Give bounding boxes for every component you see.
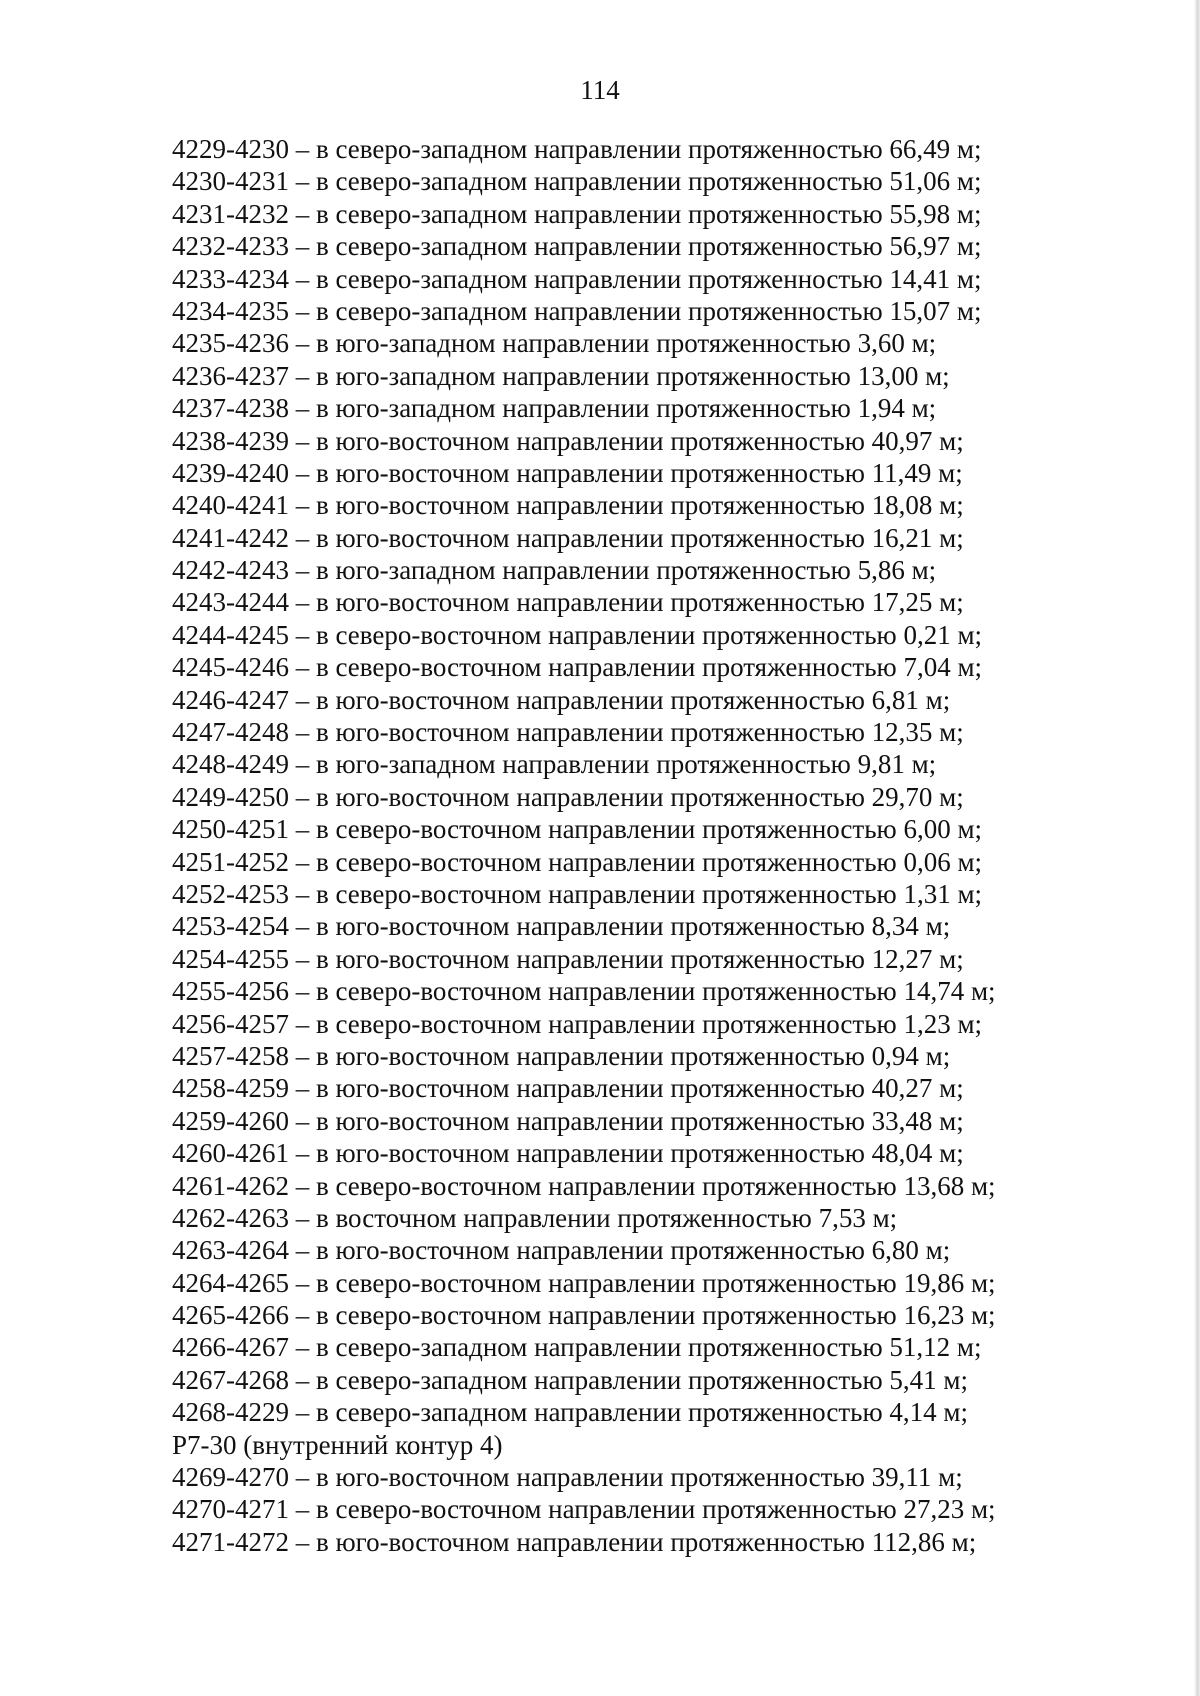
list-item: 4261-4262 – в северо-восточном направлении протяженностью 13,68 м; — [172, 1170, 996, 1201]
list-item: 4233-4234 – в северо-западном направлении протяженностью 14,41 м; — [172, 263, 982, 294]
list-item: 4264-4265 – в северо-восточном направлении протяженностью 19,86 м; — [172, 1267, 996, 1298]
list-item: 4252-4253 – в северо-восточном направлении протяженностью 1,31 м; — [172, 878, 983, 909]
boundary-description-list — [172, 133, 1172, 1558]
page-number: 114 — [580, 75, 620, 105]
list-item: 4250-4251 – в северо-восточном направлении протяженностью 6,00 м; — [172, 814, 983, 845]
list-item: 4253-4254 – в юго-восточном направлении протяженностью 8,34 м; — [172, 911, 951, 942]
list-item: 4232-4233 – в северо-западном направлении протяженностью 56,97 м; — [172, 231, 982, 262]
list-item: 4266-4267 – в северо-западном направлении протяженностью 51,12 м; — [172, 1332, 982, 1363]
list-item: 4245-4246 – в северо-восточном направлении протяженностью 7,04 м; — [172, 652, 983, 683]
list-item: 4258-4259 – в юго-восточном направлении протяженностью 40,27 м; — [172, 1073, 964, 1104]
list-item: 4249-4250 – в юго-восточном направлении протяженностью 29,70 м; — [172, 781, 964, 812]
list-item: 4269-4270 – в юго-восточном направлении протяженностью 39,11 м; — [172, 1462, 963, 1493]
list-item: 4271-4272 – в юго-восточном направлении протяженностью 112,86 м; — [172, 1526, 977, 1557]
list-item: 4268-4229 – в северо-западном направлении протяженностью 4,14 м; — [172, 1397, 968, 1428]
list-item: 4238-4239 – в юго-восточном направлении протяженностью 40,97 м; — [172, 425, 964, 456]
list-item: 4242-4243 – в юго-западном направлении протяженностью 5,86 м; — [172, 555, 937, 586]
list-item: 4257-4258 – в юго-восточном направлении протяженностью 0,94 м; — [172, 1040, 951, 1071]
list-item: 4254-4255 – в юго-восточном направлении протяженностью 12,27 м; — [172, 943, 964, 974]
scan-edge-shadow — [1194, 0, 1200, 1696]
list-item: 4255-4256 – в северо-восточном направлении протяженностью 14,74 м; — [172, 976, 996, 1007]
list-item: 4236-4237 – в юго-западном направлении протяженностью 13,00 м; — [172, 360, 950, 391]
list-item: 4239-4240 – в юго-восточном направлении протяженностью 11,49 м; — [172, 457, 963, 488]
list-item: 4265-4266 – в северо-восточном направлении протяженностью 16,23 м; — [172, 1300, 996, 1331]
list-item: 4244-4245 – в северо-восточном направлении протяженностью 0,21 м; — [172, 619, 983, 650]
list-item: 4259-4260 – в юго-восточном направлении протяженностью 33,48 м; — [172, 1105, 964, 1136]
list-item: 4241-4242 – в юго-восточном направлении протяженностью 16,21 м; — [172, 522, 964, 553]
list-item: 4237-4238 – в юго-западном направлении протяженностью 1,94 м; — [172, 393, 937, 424]
list-item: 4247-4248 – в юго-восточном направлении протяженностью 12,35 м; — [172, 717, 964, 748]
list-item: 4270-4271 – в северо-восточном направлении протяженностью 27,23 м; — [172, 1494, 996, 1525]
list-item: 4231-4232 – в северо-западном направлении протяженностью 55,98 м; — [172, 198, 982, 229]
list-item: 4263-4264 – в юго-восточном направлении протяженностью 6,80 м; — [172, 1235, 951, 1266]
list-item: 4229-4230 – в северо-западном направлении протяженностью 66,49 м; — [172, 134, 982, 164]
list-item: 4248-4249 – в юго-западном направлении протяженностью 9,81 м; — [172, 749, 937, 780]
list-item: 4256-4257 – в северо-восточном направлении протяженностью 1,23 м; — [172, 1008, 983, 1039]
list-item: 4243-4244 – в юго-восточном направлении протяженностью 17,25 м; — [172, 587, 964, 618]
list-item: 4230-4231 – в северо-западном направлении протяженностью 51,06 м; — [172, 166, 982, 197]
list-item: 4262-4263 – в восточном направлении протяженностью 7,53 м; — [172, 1202, 898, 1233]
list-item: 4234-4235 – в северо-западном направлении протяженностью 15,07 м; — [172, 295, 982, 326]
section-heading: Р7-30 (внутренний контур 4) — [172, 1429, 503, 1460]
list-item: 4235-4236 – в юго-западном направлении протяженностью 3,60 м; — [172, 328, 937, 359]
list-item: 4240-4241 – в юго-восточном направлении протяженностью 18,08 м; — [172, 490, 964, 521]
list-item: 4251-4252 – в северо-восточном направлении протяженностью 0,06 м; — [172, 846, 983, 877]
list-item: 4246-4247 – в юго-восточном направлении протяженностью 6,81 м; — [172, 684, 951, 715]
list-item: 4260-4261 – в юго-восточном направлении протяженностью 48,04 м; — [172, 1138, 964, 1169]
list-item: 4267-4268 – в северо-западном направлении протяженностью 5,41 м; — [172, 1364, 968, 1395]
